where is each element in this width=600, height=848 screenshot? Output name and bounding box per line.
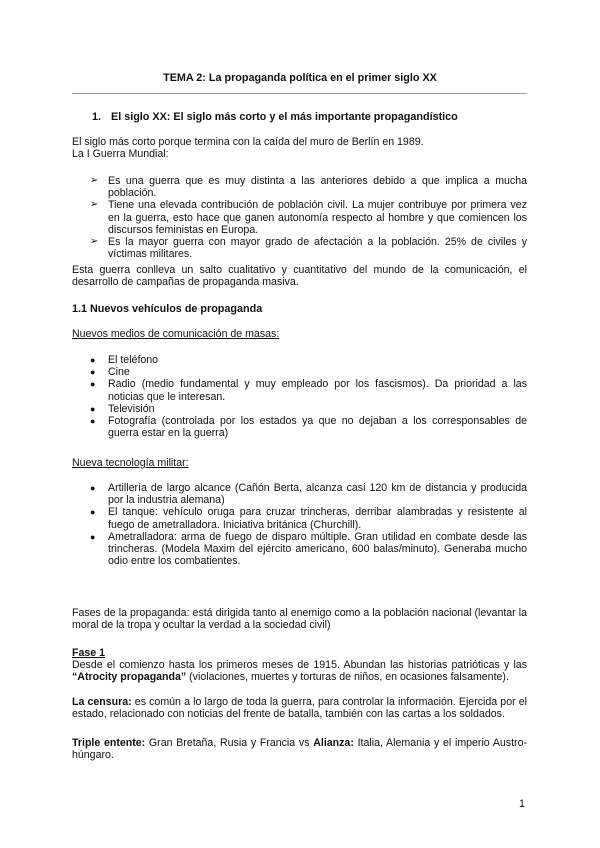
bullet-icon: ● (90, 483, 96, 493)
list-item: ● El tanque: vehículo oruga para cruzar trincheras, derribar alambradas y resistente al fuego de ametralladora. Iniciativa británica (Churchill). (90, 506, 527, 531)
bullet-icon: ● (90, 507, 96, 518)
page-title: TEMA 2: La propaganda política en el primer siglo XX (163, 72, 437, 84)
alliances-paragraph: Triple entente: Gran Bretaña, Rusia y Francia vs Alianza: Italia, Alemania y el imperio Austro-húngaro. (72, 737, 527, 762)
list-item: ● Cine (90, 366, 130, 379)
bullet-icon: ● (90, 379, 96, 390)
phases-paragraph: Fases de la propaganda: está dirigida tanto al enemigo como a la población nacional (levantar la moral de la tropa y ocultar la verdad a la sociedad civil) (72, 607, 527, 632)
intro-line: El siglo más corto porque termina con la caída del muro de Berlín en 1989. (72, 136, 424, 148)
conclusion-paragraph: Esta guerra conlleva un salto cualitativo y cuantitativo del mundo de la comunicación, el desarrollo de campañas de propaganda masiva. (72, 264, 527, 289)
arrow-bullet-icon: ➢ (90, 175, 99, 186)
fase1-paragraph: Desde el comienzo hasta los primeros meses de 1915. Abundan las historias patrióticas y las “Atrocity propaganda” (violaciones, muertes y torturas de niños, en ocasiones falsamente). (72, 659, 527, 684)
tech-heading: Nueva tecnología militar: (72, 457, 189, 469)
intro-paragraph (72, 136, 527, 160)
fase1-heading: Fase 1 (72, 647, 105, 659)
arrow-bullet-icon: ➢ (90, 236, 99, 248)
section-heading-1 (92, 111, 458, 123)
list-item: ● El teléfono (90, 354, 159, 366)
bullet-icon: ● (90, 403, 96, 414)
intro-line: La I Guerra Mundial: (72, 148, 169, 161)
tech-list (72, 482, 527, 567)
list-item: ● Artillería de largo alcance (Cañón Berta, alcanza casi 120 km de distancia y producida por la industria alemana) (90, 482, 527, 507)
media-list (72, 354, 527, 439)
title-divider (72, 93, 527, 94)
bullet-icon: ● (90, 367, 96, 378)
list-item: ● Radio (medio fundamental y muy empleado por los fascismos). Da prioridad a las noticias que le interesan. (90, 378, 527, 403)
list-item: ➢ Es la mayor guerra con mayor grado de afectación a la población. 25% de civiles y víctimas militares. (90, 236, 527, 261)
subsection-heading: 1.1 Nuevos vehículos de propaganda (72, 303, 263, 315)
list-item: ➢ Es una guerra que es muy distinta a las anteriores debido a que implica a mucha población. (90, 175, 527, 200)
bullet-icon: ● (90, 355, 96, 365)
section-heading-text: El siglo XX: El siglo más corto y el más importante propagandístico (111, 111, 458, 123)
bullet-icon: ● (90, 416, 96, 427)
list-item: ● Fotografía (controlada por los estados ya que no dejaban a los corresponsables de guerra estar en la guerra) (90, 415, 527, 440)
censura-paragraph: La censura: es común a lo largo de toda la guerra, para controlar la información. Ejercida por el estado, relacionado con noticias del frente de batalla, también con las cartas a los soldados. (72, 696, 527, 721)
bullet-icon: ● (90, 531, 96, 542)
section-number: 1. (92, 111, 102, 123)
media-heading: Nuevos medios de comunicación de masas: (72, 328, 280, 340)
list-item: ➢ Tiene una elevada contribución de población civil. La mujer contribuye por primera vez en la guerra, esto hace que ganen autonomía respecto al hombre y que comiencen los discursos feministas en Europa. (90, 199, 527, 236)
list-item: ● Televisión (90, 402, 155, 415)
page-number: 1 (519, 798, 526, 810)
list-item: ● Ametralladora: arma de fuego de disparo múltiple. Gran utilidad en combate desde las trincheras. (Modela Maxim del ejército americano, 600 balas/minuto). Generaba mucho odio entre los combatientes. (90, 530, 527, 568)
arrow-bullet-icon: ➢ (90, 199, 99, 211)
war-points-list (72, 175, 527, 260)
